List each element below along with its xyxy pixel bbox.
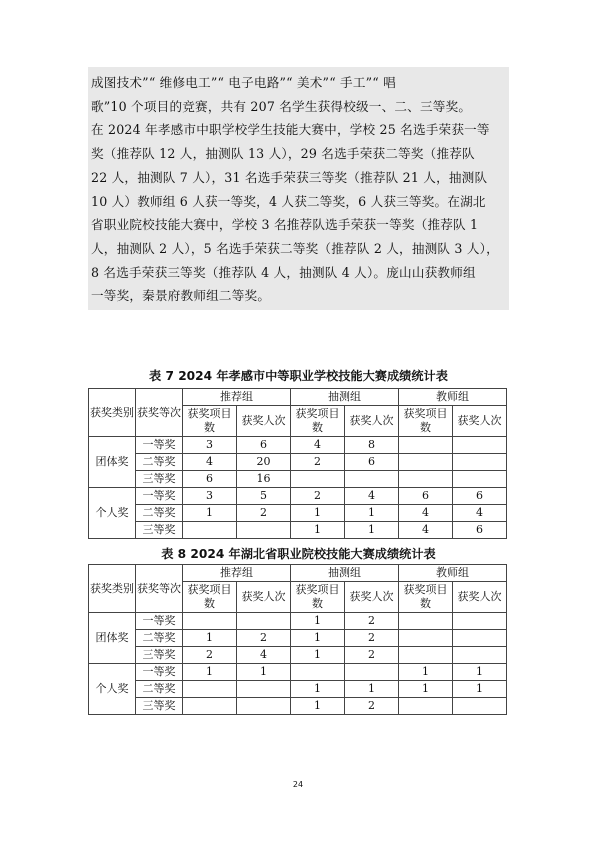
table-row	[89, 522, 507, 539]
table-row	[89, 471, 507, 488]
table-7	[88, 388, 507, 539]
value-cell: 3	[183, 437, 237, 454]
value-cell: 20	[237, 454, 291, 471]
table-row	[89, 613, 507, 630]
value-cell: 1	[291, 505, 345, 522]
table-row	[89, 454, 507, 471]
value-cell	[453, 454, 507, 471]
value-cell	[453, 613, 507, 630]
header-row	[89, 389, 507, 406]
header-category: 获奖类别	[89, 565, 136, 613]
value-cell: 2	[237, 630, 291, 647]
paragraph-line: 在 2024 年孝感市中职学校学生技能大赛中，学校 25 名选手荣获一等	[91, 122, 490, 138]
value-cell	[453, 630, 507, 647]
value-cell: 1	[345, 522, 399, 539]
value-cell	[453, 437, 507, 454]
table-row	[89, 664, 507, 681]
value-cell: 6	[237, 437, 291, 454]
value-cell: 1	[291, 613, 345, 630]
paragraph-line: 省职业院校技能大赛中，学校 3 名推荐队选手荣获一等奖（推荐队 1	[91, 217, 479, 233]
header-group: 教师组	[399, 389, 507, 406]
value-cell: 4	[183, 454, 237, 471]
value-cell: 2	[291, 454, 345, 471]
value-cell: 6	[399, 488, 453, 505]
value-cell	[453, 647, 507, 664]
value-cell	[345, 664, 399, 681]
level-cell: 一等奖	[136, 437, 183, 454]
value-cell	[399, 454, 453, 471]
value-cell: 2	[291, 488, 345, 505]
header-project-count: 获奖项目数	[291, 582, 345, 613]
value-cell	[399, 471, 453, 488]
level-cell: 三等奖	[136, 698, 183, 715]
level-cell: 一等奖	[136, 613, 183, 630]
level-cell: 三等奖	[136, 471, 183, 488]
paragraph-line: 人，抽测队 2 人），5 名选手荣获二等奖（推荐队 2 人，抽测队 3 人），	[91, 240, 499, 256]
category-cell: 个人奖	[89, 488, 136, 539]
value-cell: 2	[345, 698, 399, 715]
value-cell	[183, 522, 237, 539]
value-cell: 1	[345, 505, 399, 522]
header-row	[89, 565, 507, 582]
level-cell: 三等奖	[136, 522, 183, 539]
level-cell: 一等奖	[136, 488, 183, 505]
value-cell: 16	[237, 471, 291, 488]
table-row	[89, 681, 507, 698]
value-cell	[453, 471, 507, 488]
table-8	[88, 564, 507, 715]
paragraph-line: 一等奖，秦景府教师组二等奖。	[91, 288, 271, 304]
value-cell: 2	[183, 647, 237, 664]
paragraph-line: 10 人）教师组 6 人获一等奖，4 人获二等奖，6 人获三等奖。在湖北	[91, 193, 486, 209]
level-cell: 二等奖	[136, 630, 183, 647]
paragraph-line: 8 名选手荣获三等奖（推荐队 4 人，抽测队 4 人）。庞山山获教师组	[91, 264, 476, 280]
value-cell: 4	[399, 505, 453, 522]
value-cell: 6	[453, 488, 507, 505]
header-project-count: 获奖项目数	[399, 582, 453, 613]
value-cell	[237, 522, 291, 539]
value-cell: 5	[237, 488, 291, 505]
value-cell: 6	[453, 522, 507, 539]
header-person-count: 获奖人次	[453, 582, 507, 613]
value-cell	[399, 647, 453, 664]
value-cell: 1	[183, 664, 237, 681]
value-cell	[237, 613, 291, 630]
value-cell	[183, 681, 237, 698]
value-cell: 4	[453, 505, 507, 522]
category-cell: 团体奖	[89, 437, 136, 488]
value-cell: 8	[345, 437, 399, 454]
paragraph-line: 成图技术”“ 维修电工”“ 电子电路”“ 美术”“ 手工”“ 唱	[91, 75, 396, 90]
header-project-count: 获奖项目数	[183, 406, 237, 437]
value-cell	[453, 698, 507, 715]
value-cell: 1	[237, 664, 291, 681]
value-cell: 4	[291, 437, 345, 454]
value-cell	[183, 698, 237, 715]
table-row	[89, 488, 507, 505]
value-cell: 1	[291, 630, 345, 647]
value-cell: 4	[345, 488, 399, 505]
value-cell	[399, 698, 453, 715]
table-row	[89, 505, 507, 522]
value-cell	[183, 613, 237, 630]
value-cell	[237, 681, 291, 698]
header-project-count: 获奖项目数	[291, 406, 345, 437]
level-cell: 二等奖	[136, 681, 183, 698]
paragraph-line: 22 人，抽测队 7 人），31 名选手荣获三等奖（推荐队 21 人，抽测队	[91, 169, 488, 185]
header-group: 教师组	[399, 565, 507, 582]
category-cell: 个人奖	[89, 664, 136, 715]
header-group: 抽测组	[291, 389, 399, 406]
table-row	[89, 647, 507, 664]
header-person-count: 获奖人次	[453, 406, 507, 437]
value-cell: 1	[183, 505, 237, 522]
table-8-caption: 表 8 2024 年湖北省职业院校技能大赛成绩统计表	[161, 547, 436, 561]
header-person-count: 获奖人次	[345, 406, 399, 437]
value-cell	[345, 471, 399, 488]
table-row	[89, 698, 507, 715]
header-group: 推荐组	[183, 565, 291, 582]
body-paragraph	[88, 67, 509, 310]
header-category: 获奖类别	[89, 389, 136, 437]
value-cell	[291, 664, 345, 681]
value-cell: 4	[237, 647, 291, 664]
level-cell: 一等奖	[136, 664, 183, 681]
header-group: 抽测组	[291, 565, 399, 582]
value-cell: 3	[183, 488, 237, 505]
header-person-count: 获奖人次	[345, 582, 399, 613]
value-cell: 1	[453, 681, 507, 698]
level-cell: 二等奖	[136, 505, 183, 522]
value-cell: 1	[291, 647, 345, 664]
table-7-caption: 表 7 2024 年孝感市中等职业学校技能大赛成绩统计表	[149, 369, 448, 383]
value-cell: 1	[291, 681, 345, 698]
page-number: 24	[292, 780, 304, 789]
header-level: 获奖等次	[136, 389, 183, 437]
header-person-count: 获奖人次	[237, 582, 291, 613]
value-cell: 2	[237, 505, 291, 522]
header-group: 推荐组	[183, 389, 291, 406]
value-cell: 1	[399, 664, 453, 681]
level-cell: 二等奖	[136, 454, 183, 471]
level-cell: 三等奖	[136, 647, 183, 664]
header-level: 获奖等次	[136, 565, 183, 613]
value-cell	[399, 437, 453, 454]
value-cell: 1	[291, 522, 345, 539]
value-cell	[399, 613, 453, 630]
paragraph-line: 歌”10 个项目的竞赛，共有 207 名学生获得校级一、二、三等奖。	[91, 98, 472, 114]
header-project-count: 获奖项目数	[183, 582, 237, 613]
value-cell	[291, 471, 345, 488]
paragraph-line: 奖（推荐队 12 人，抽测队 13 人），29 名选手荣获二等奖（推荐队	[91, 146, 475, 162]
value-cell: 1	[291, 698, 345, 715]
value-cell: 2	[345, 647, 399, 664]
value-cell: 1	[345, 681, 399, 698]
header-person-count: 获奖人次	[237, 406, 291, 437]
value-cell: 2	[345, 613, 399, 630]
value-cell: 4	[399, 522, 453, 539]
value-cell: 1	[183, 630, 237, 647]
table-row	[89, 437, 507, 454]
value-cell: 6	[345, 454, 399, 471]
value-cell: 2	[345, 630, 399, 647]
category-cell: 团体奖	[89, 613, 136, 664]
header-project-count: 获奖项目数	[399, 406, 453, 437]
value-cell: 6	[183, 471, 237, 488]
value-cell	[237, 698, 291, 715]
value-cell: 1	[399, 681, 453, 698]
value-cell	[399, 630, 453, 647]
table-row	[89, 630, 507, 647]
value-cell: 1	[453, 664, 507, 681]
